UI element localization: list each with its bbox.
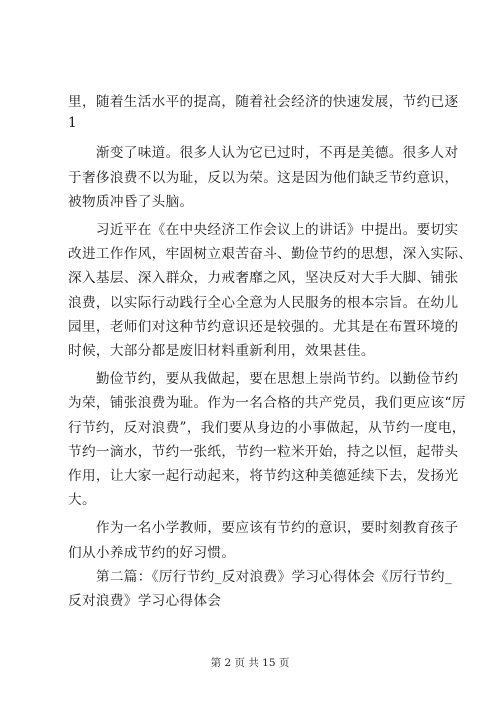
text-line: 里，随着生活水平的提高，随着社会经济的快速发展，节约已逐 — [68, 94, 459, 110]
body-text — [68, 90, 473, 613]
text-line: 习近平在《在中央经济工作会议上的讲话》中提出。要切实 — [68, 222, 459, 239]
text-line: 时候，大部分都是废旧材料重新利用，效果甚佳。 — [68, 343, 375, 360]
text-line: 改进工作作风，牢固树立艰苦奋斗、勤俭节约的思想，深入实际、 — [68, 246, 473, 263]
text-line: 深入基层、深入群众，力戒奢靡之风，坚决反对大手大脚、铺张 — [68, 270, 459, 287]
text-line: 渐变了味道。很多人认为它已过时，不再是美德。很多人对 — [68, 145, 459, 162]
text-line: 行节约，反对浪费”，我们要从身边的小事做起，从节约一度电， — [68, 419, 466, 436]
text-line: 第二篇：《厉行节约_反对浪费》学习心得体会《厉行节约_ — [68, 568, 452, 585]
text-line: 浪费，以实际行动践行全心全意为人民服务的根本宗旨。在幼儿 — [68, 294, 459, 311]
text-line: 们从小养成节约的好习惯。 — [68, 544, 236, 561]
text-line: 作为一名小学教师，要应该有节约的意识，要时刻教育孩子 — [68, 520, 459, 537]
text-line: 节约一滴水，节约一张纸，节约一粒米开始，持之以恒，起带头 — [68, 443, 459, 460]
text-line: 1 — [68, 115, 77, 132]
text-line: 勤俭节约，要从我做起，要在思想上崇尚节约。以勤俭节约 — [68, 371, 459, 388]
text-line: 为荣，铺张浪费为耻。作为一名合格的共产党员，我们更应该“厉 — [68, 395, 466, 412]
text-line: 大。 — [68, 492, 96, 509]
text-line: 园里，老师们对这种节约意识还是较强的。尤其是在布置环境的 — [68, 318, 459, 335]
page-footer — [0, 655, 500, 670]
text-line: 作用，让大家一起行动起来，将节约这种美德延续下去，发扬光 — [68, 468, 459, 485]
text-line: 被物质冲昏了头脑。 — [68, 193, 194, 210]
text-line: 于奢侈浪费不以为耻，反以为荣。这是因为他们缺乏节约意识， — [68, 169, 459, 186]
page-number-label: 第 2 页 共 15 页 — [210, 657, 290, 669]
text-line: 反对浪费》学习心得体会 — [68, 593, 222, 610]
